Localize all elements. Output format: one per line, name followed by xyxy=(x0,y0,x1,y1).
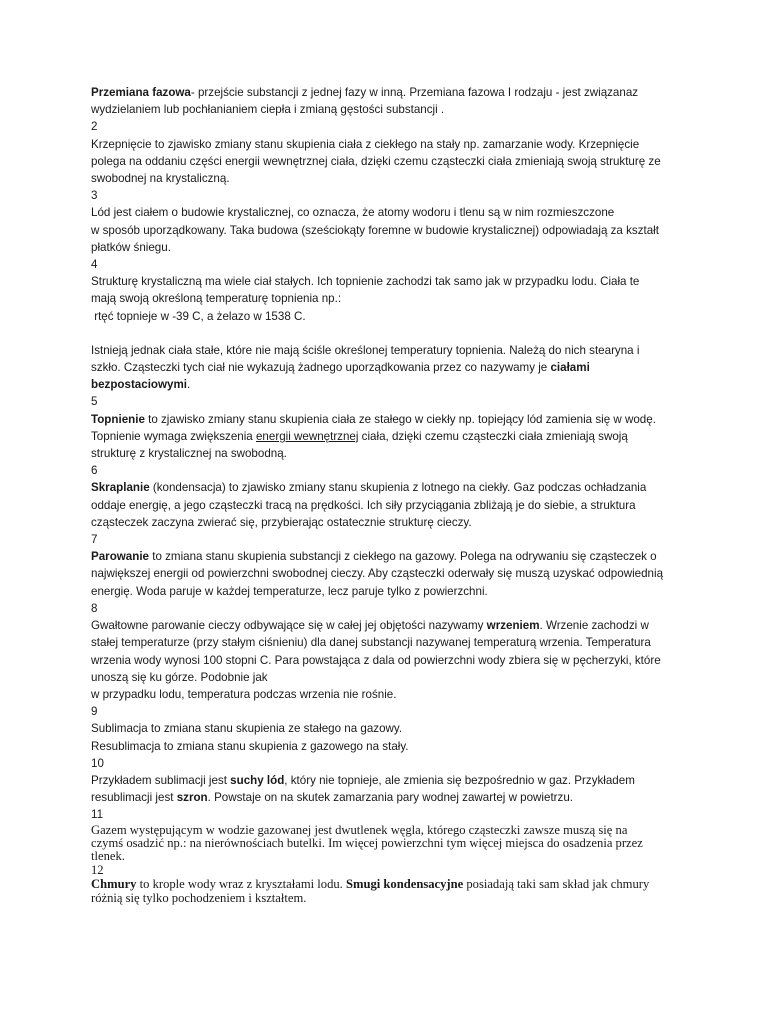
text-line: Resublimacja to zmiana stanu skupienia z gazowego na stały. xyxy=(91,739,409,753)
text-line: Krzepnięcie to zjawisko zmiany stanu skupienia ciała z ciekłego na stały np. zamarzanie wody. Krzepnięcie xyxy=(91,137,640,151)
text-line: strukturę z krystalicznej na swobodną. xyxy=(91,447,287,461)
term-boiling: wrzeniem xyxy=(486,619,540,633)
term-dry-ice: suchy lód xyxy=(230,773,285,787)
text-line: Istnieją jednak ciała stałe, które nie mają ściśle określonej temperatury topnienia. Należą do nich stearyna i xyxy=(91,343,640,357)
text-line xyxy=(91,617,681,634)
text-line xyxy=(91,428,681,445)
term-phase-transition: Przemiana fazowa xyxy=(91,86,191,99)
text-line: Sublimacja to zmiana stanu skupienia ze stałego na gazowy. xyxy=(91,722,403,736)
section-number: 2 xyxy=(91,120,98,134)
serif-text-block xyxy=(91,824,681,905)
text-line: płatków śniegu. xyxy=(91,240,171,254)
text-line: polega na oddaniu części energii wewnętrznej ciała, dzięki czemu cząsteczki ciała zmieniają swoją strukturę ze xyxy=(91,154,661,168)
text: to krople wody wraz z kryształami lodu. xyxy=(136,877,346,892)
section-number: 7 xyxy=(91,533,98,547)
internal-energy-link[interactable]: energii wewnętrznej xyxy=(255,429,359,443)
text-line: Gazem występującym w wodzie gazowanej jest dwutlenek węgla, którego cząsteczki zawsze muszą się na xyxy=(91,822,628,837)
text-line xyxy=(91,878,681,891)
blank-line xyxy=(91,325,681,342)
text-line: Lód jest ciałem o budowie krystalicznej, co oznacza, że atomy wodoru i tlenu są w nim rozmieszczone xyxy=(91,206,615,220)
text-line: tlenek. xyxy=(91,849,125,864)
text: Gwałtowne parowanie cieczy odbywające się w całej jej objętości nazywamy xyxy=(91,619,487,633)
text-line: cząsteczek zaczyna zwierać się, przybierając ostatecznie strukturę cieczy. xyxy=(91,515,472,529)
text: . Wrzenie zachodzi w xyxy=(539,619,649,633)
term-clouds: Chmury xyxy=(91,877,137,892)
text-line: wydzielaniem lub pochłanianiem ciepła i zmianą gęstości substancji . xyxy=(91,103,445,117)
section-number: 11 xyxy=(91,808,104,822)
text: szkło. Cząsteczki tych ciał nie wykazują żadnego uporządkowania przez co nazywamy je xyxy=(91,361,551,375)
text: - przejście substancji z jednej fazy w inną. Przemiana fazowa I rodzaju - jest związanaz xyxy=(190,86,639,99)
term-amorphous: ciałami xyxy=(550,361,590,375)
text: Przykładem sublimacji jest xyxy=(91,773,231,787)
text: . xyxy=(187,378,191,392)
term-melting: Topnienie xyxy=(91,412,145,426)
text-line: energię. Woda paruje w każdej temperaturze, lecz paruje tylko z powierzchni. xyxy=(91,584,488,598)
text-line: w przypadku lodu, temperatura podczas wrzenia nie rośnie. xyxy=(91,687,397,701)
term-condensation: Skraplanie xyxy=(91,481,150,495)
text-line: Strukturę krystaliczną ma wiele ciał stałych. Ich topnienie zachodzi tak samo jak w przypadku lodu. Ciała te xyxy=(91,275,640,289)
text-line: unoszą się ku górze. Podobnie jak xyxy=(91,670,268,684)
section-number: 10 xyxy=(91,756,104,770)
section-number: 9 xyxy=(91,705,98,719)
section-number: 5 xyxy=(91,395,98,409)
text-line: największej energii od powierzchni swobodnej cieczy. Aby cząsteczki oderwały się muszą uzyskać odpowiednią xyxy=(91,567,664,581)
text-line xyxy=(91,411,681,428)
text-line: stałej temperaturze (przy stałym ciśnieniu) dla danej substancji nazywanej temperaturą wrzenia. Temperatura xyxy=(91,636,651,650)
text: Topnienie wymaga zwiększenia xyxy=(91,429,256,443)
text-line: w sposób uporządkowany. Taka budowa (sześciokąty foremne w budowie krystalicznej) odpowiadają za kształt xyxy=(91,223,659,237)
text-line: czymś osadzić np.: na nierównościach butelki. Im więcej powierzchni tym więcej miejsca do osadzenia przez xyxy=(91,835,643,850)
text-line: oddaje energię, a jego cząsteczki tracą na prędkości. Ich siły przyciągania zbliżają je do siebie, a struktura xyxy=(91,498,636,512)
text: . Powstaje on na skutek zamarzania pary wodnej zawartej w powietrzu. xyxy=(207,791,574,805)
section-number: 8 xyxy=(91,601,98,615)
text-line: wrzenia wody wynosi 100 stopni C. Para powstająca z dala od powierzchni wody zbiera się w pęcherzyki, które xyxy=(91,653,661,667)
term-frost: szron xyxy=(176,791,208,805)
section-number: 6 xyxy=(91,464,98,478)
term-amorphous-cont: bezpostaciowymi xyxy=(91,378,187,392)
text: ciała, dzięki czemu cząsteczki ciała zmieniają swoją xyxy=(358,429,628,443)
sans-text-block xyxy=(91,84,681,824)
paragraph-phase-transition xyxy=(91,84,681,101)
term-evaporation: Parowanie xyxy=(91,550,149,564)
text-line: różnią się tylko pochodzeniem i kształtem. xyxy=(91,890,307,905)
term-contrails: Smugi kondensacyjne xyxy=(345,877,464,892)
text: , który nie topnieje, ale zmienia się bezpośrednio w gaz. Przykładem xyxy=(284,773,635,787)
text: (kondensacja) to zjawisko zmiany stanu skupienia z lotnego na ciekły. Gaz podczas ochładzania xyxy=(149,481,647,495)
text-line xyxy=(91,376,681,393)
text-line xyxy=(91,789,681,806)
text-line: mają swoją określoną temperaturę topnienia np.: xyxy=(91,292,342,306)
text-line xyxy=(91,772,681,789)
section-number: 12 xyxy=(91,862,104,877)
text: resublimacji jest xyxy=(91,791,177,805)
text-line: swobodnej na krystaliczną. xyxy=(91,172,230,186)
section-number: 4 xyxy=(91,258,98,272)
document-page xyxy=(91,84,681,905)
text-line xyxy=(91,548,681,565)
section-number: 3 xyxy=(91,189,98,203)
text-line xyxy=(91,359,681,376)
text-line xyxy=(91,479,681,496)
text: to zmiana stanu skupienia substancji z ciekłego na gazowy. Polega na odrywaniu się cząsteczek o xyxy=(149,550,657,564)
text-line: rtęć topnieje w -39 C, a żelazo w 1538 C. xyxy=(91,309,306,323)
text: to zjawisko zmiany stanu skupienia ciała ze stałego w ciekły np. topiejący lód zamienia się w wodę. xyxy=(144,412,656,426)
text: posiadają taki sam skład jak chmury xyxy=(463,877,650,892)
